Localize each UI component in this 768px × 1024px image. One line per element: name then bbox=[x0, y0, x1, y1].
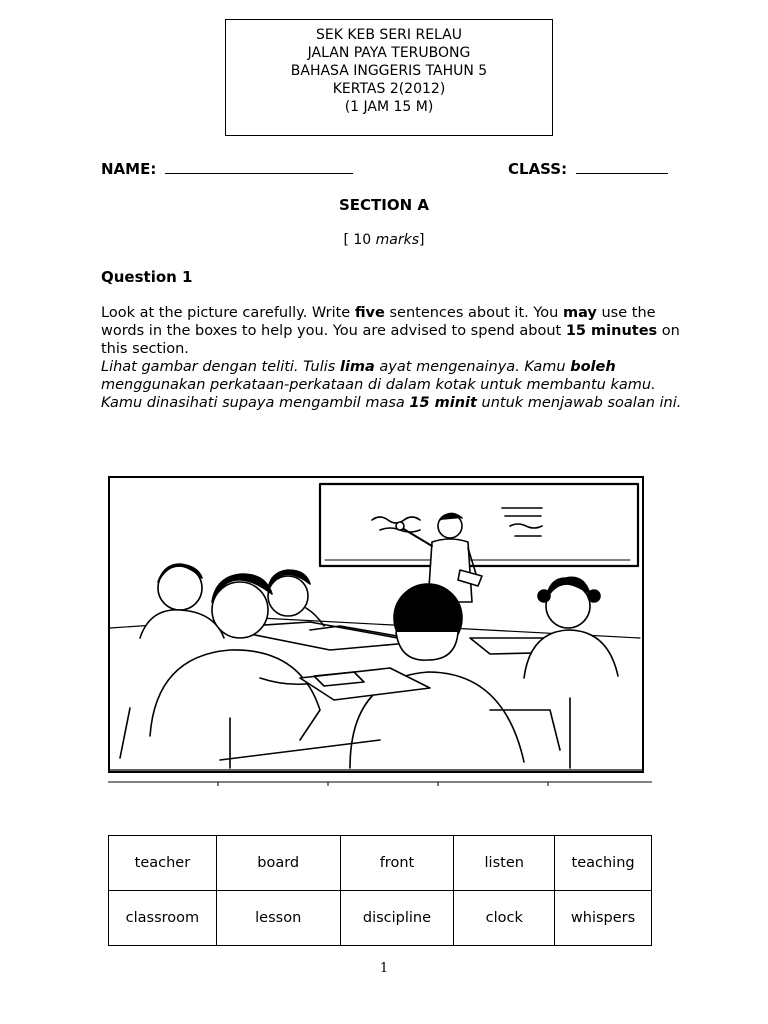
pupil-girl bbox=[524, 577, 618, 678]
ms2-text-1: Kamu dinasihati supaya mengambil masa bbox=[101, 395, 410, 411]
en-bold-may: may bbox=[562, 305, 597, 321]
header-line-subject: BAHASA INGGERIS TAHUN 5 bbox=[290, 63, 488, 79]
word-row bbox=[109, 836, 652, 891]
section-title: SECTION A bbox=[338, 196, 429, 214]
ms1-text-1: Lihat gambar dengan teliti. Tulis bbox=[101, 359, 340, 375]
header-line-address: JALAN PAYA TERUBONG bbox=[307, 45, 471, 61]
word-cell: listen bbox=[454, 836, 555, 891]
picture-bottom-strip bbox=[108, 772, 652, 778]
marks-word: marks bbox=[375, 232, 420, 248]
ms1-text-2: ayat mengenainya. Kamu bbox=[374, 359, 571, 375]
word-cell: teacher bbox=[109, 836, 217, 891]
school-header-box bbox=[225, 19, 553, 136]
en-bold-minutes: 15 minutes bbox=[565, 323, 658, 339]
ms1-bold-lima: lima bbox=[339, 359, 375, 375]
word-cell: front bbox=[340, 836, 454, 891]
word-cell: teaching bbox=[555, 836, 652, 891]
pupil-whispering bbox=[268, 570, 324, 626]
marks-open: [ 10 bbox=[343, 232, 376, 248]
marks-close: ] bbox=[419, 232, 425, 248]
instructions bbox=[101, 304, 691, 412]
name-blank[interactable] bbox=[165, 173, 353, 174]
class-blank[interactable] bbox=[576, 173, 668, 174]
word-cell: discipline bbox=[340, 891, 454, 946]
instruction-malay-1 bbox=[101, 358, 691, 394]
page-number: 1 bbox=[379, 961, 389, 976]
en-text-1: Look at the picture carefully. Write bbox=[101, 305, 355, 321]
ms2-bold-minit: 15 minit bbox=[409, 395, 477, 411]
en-bold-five: five bbox=[354, 305, 385, 321]
header-line-duration: (1 JAM 15 M) bbox=[344, 99, 434, 115]
en-text-3: use the words in the boxes to help you. You are advised to spend about bbox=[101, 305, 656, 339]
word-cell: clock bbox=[454, 891, 555, 946]
name-field bbox=[101, 159, 353, 178]
class-label: CLASS: bbox=[508, 160, 568, 178]
ms1-text-3: menggunakan perkataan-perkataan di dalam kotak untuk membantu kamu. bbox=[101, 377, 656, 393]
word-cell: whispers bbox=[555, 891, 652, 946]
en-text-2: sentences about it. You bbox=[384, 305, 563, 321]
header-line-paper: KERTAS 2(2012) bbox=[332, 81, 446, 97]
word-row bbox=[109, 891, 652, 946]
question-title: Question 1 bbox=[101, 268, 193, 286]
instruction-english bbox=[101, 304, 691, 358]
ms2-text-2: untuk menjawab soalan ini. bbox=[476, 395, 682, 411]
name-label: NAME: bbox=[101, 160, 157, 178]
header-line-school: SEK KEB SERI RELAU bbox=[315, 27, 462, 43]
en-text-4: on this section. bbox=[101, 323, 680, 357]
word-cell: classroom bbox=[109, 891, 217, 946]
word-box-table bbox=[108, 835, 652, 946]
instruction-malay-2 bbox=[101, 394, 691, 412]
class-field bbox=[508, 159, 668, 178]
word-cell: board bbox=[216, 836, 340, 891]
ms1-bold-boleh: boleh bbox=[570, 359, 616, 375]
section-marks bbox=[0, 232, 768, 248]
word-cell: lesson bbox=[216, 891, 340, 946]
classroom-picture bbox=[108, 476, 644, 773]
